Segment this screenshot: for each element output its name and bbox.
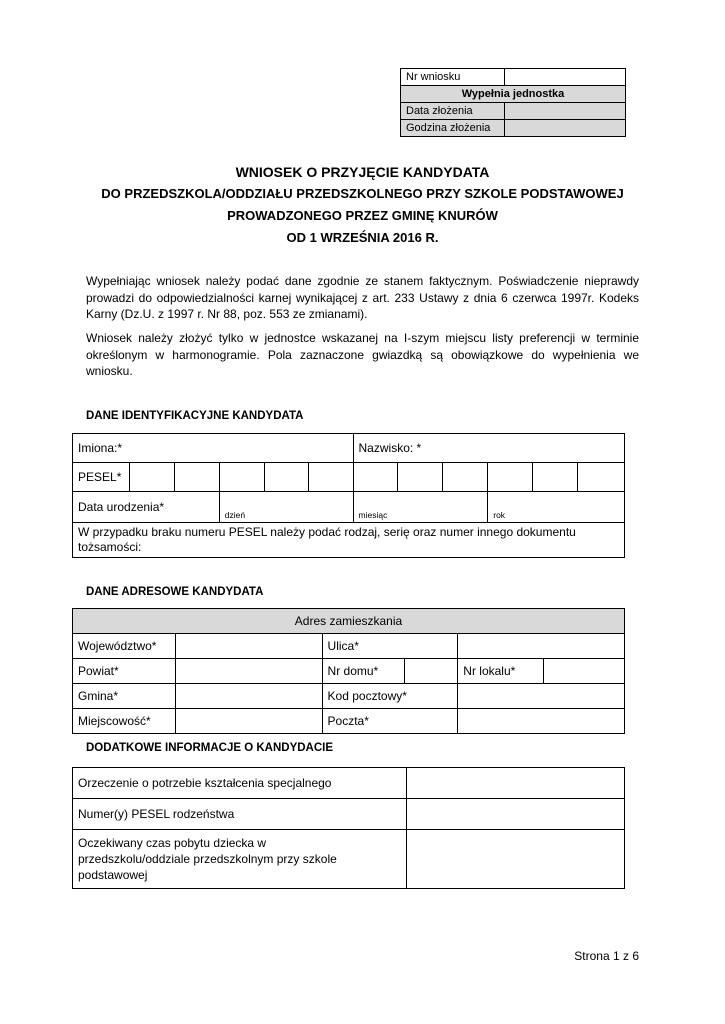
identity-document-field[interactable] [73,523,625,558]
first-names-field[interactable] [73,434,354,463]
birth-day-label: dzień [224,510,246,520]
birth-day-field[interactable] [219,492,353,523]
stay-time-label-line: Oczekiwany czas pobytu dziecka w [78,836,267,850]
residence-address-header: Adres zamieszkania [73,609,625,634]
pesel-digit-box[interactable] [398,463,443,492]
no-pesel-note: W przypadku braku numeru PESEL należy podać rodzaj, serię oraz numer innego dokumentu tożsamości: [78,525,576,554]
special-needs-field[interactable] [407,768,625,799]
town-label: Miejscowość* [73,709,176,734]
special-needs-label: Orzeczenie o potrzebie kształcenia specjalnego [73,768,407,799]
town-field[interactable] [175,709,322,734]
document-subtitle-line-1: DO PRZEDSZKOLA/ODDZIAŁU PRZEDSZKOLNEGO PRZY SZKOLE PODSTAWOWEJ [101,186,624,201]
document-title: WNIOSEK O PRZYJĘCIE KANDYDATA [235,164,490,180]
extra-info-table [72,767,625,889]
address-table [72,608,625,734]
commune-label: Gmina* [73,684,176,709]
first-names-label: Imiona:* [78,441,123,455]
pesel-digit-box[interactable] [353,463,398,492]
pesel-digit-box[interactable] [264,463,308,492]
document-subtitle-line-2: PROWADZONEGO PRZEZ GMINĘ KNURÓW [227,208,498,223]
siblings-pesel-label: Numer(y) PESEL rodzeństwa [73,799,407,830]
extra-info-section-heading: DODATKOWE INFORMACJE O KANDYDACIE [86,742,334,754]
street-label: Ulica* [322,634,458,659]
address-section-heading: DANE ADRESOWE KANDYDATA [86,586,264,598]
document-subtitle-line-3: OD 1 WRZEŚNIA 2016 R. [286,230,439,245]
office-use-header: Wypełnia jednostka [401,86,626,103]
page-number: Strona 1 z 6 [574,949,639,963]
postal-code-field[interactable] [458,684,625,709]
pesel-digit-box[interactable] [129,463,174,492]
house-number-label: Nr domu* [322,659,405,684]
birth-month-label: miesiąc [358,510,388,520]
birth-month-field[interactable] [353,492,488,523]
siblings-pesel-field[interactable] [407,799,625,830]
birth-year-field[interactable] [488,492,625,523]
request-number-label: Nr wniosku [401,69,505,86]
street-field[interactable] [458,634,625,659]
pesel-label: PESEL* [73,463,130,492]
voivodeship-label: Województwo* [73,634,176,659]
county-label: Powiat* [73,659,176,684]
pesel-digit-box[interactable] [578,463,625,492]
identity-section-heading: DANE IDENTYFIKACYJNE KANDYDATA [86,410,304,422]
pesel-digit-box[interactable] [443,463,488,492]
intro-paragraph-2: Wniosek należy złożyć tylko w jednostce wskazanej na I-szym miejscu listy preferencji w terminie określonym w harmonogramie. Pola zaznaczone gwiazdką są obowiązkowe do wypełnienia we wniosku. [86,331,639,378]
intro-paragraph-1: Wypełniając wniosek należy podać dane zgodnie ze stanem faktycznym. Poświadczenie nieprawdy prowadzi do odpowiedzialności karnej wynikającej z art. 233 Ustawy z dnia 6 czerwca 1997r. Kodeks Karny (Dz.U. z 1997 r. Nr 88, poz. 553 ze zmianami). [86,274,639,321]
postal-code-label: Kod pocztowy* [322,684,458,709]
surname-field[interactable] [353,434,624,463]
flat-number-field[interactable] [544,659,625,684]
request-number-field[interactable] [504,69,625,86]
post-office-field[interactable] [458,709,625,734]
stay-time-field[interactable] [407,830,625,889]
birth-date-label: Data urodzenia* [73,492,220,523]
submit-time-label: Godzina złożenia [401,120,505,137]
submit-date-field[interactable] [504,103,625,120]
pesel-digit-box[interactable] [308,463,353,492]
pesel-digit-box[interactable] [488,463,533,492]
post-office-label: Poczta* [322,709,458,734]
stay-time-label [73,830,407,889]
pesel-digit-box[interactable] [174,463,219,492]
pesel-digit-box[interactable] [219,463,264,492]
stay-time-label-line: przedszkolu/oddziale przedszkolnym przy szkole [78,852,337,866]
submit-time-field[interactable] [504,120,625,137]
surname-label: Nazwisko: * [358,441,422,455]
commune-field[interactable] [175,684,322,709]
county-field[interactable] [175,659,322,684]
voivodeship-field[interactable] [175,634,322,659]
house-number-field[interactable] [405,659,458,684]
submit-date-label: Data złożenia [401,103,505,120]
identity-table [72,433,625,558]
birth-year-label: rok [493,510,506,520]
pesel-digit-box[interactable] [533,463,578,492]
flat-number-label: Nr lokalu* [458,659,544,684]
stay-time-label-line: podstawowej [78,868,148,882]
office-use-table [400,68,626,137]
